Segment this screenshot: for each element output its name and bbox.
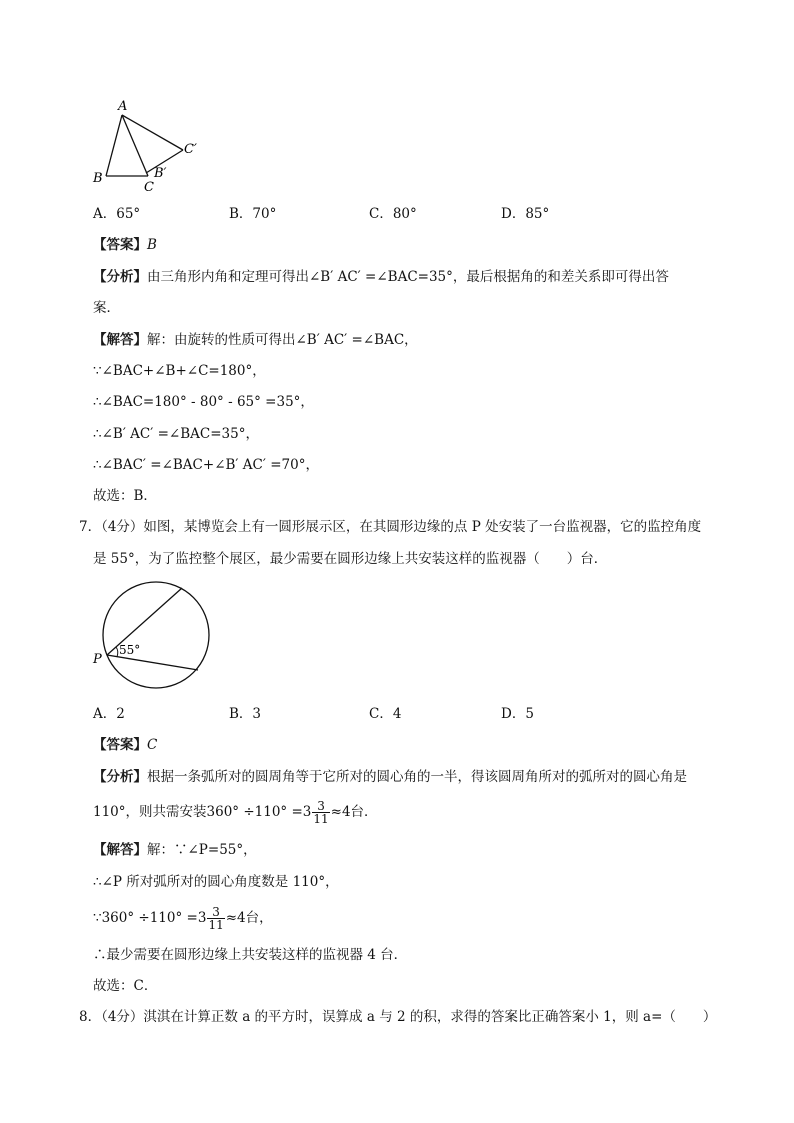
q7-analysis-line-2: [93, 800, 378, 825]
fraction-numerator: 3: [207, 906, 224, 919]
q7-answer-line: [93, 736, 157, 754]
label-b-prime: B′: [154, 166, 167, 181]
fraction-3-11-second: [207, 906, 224, 931]
circle-figure: [88, 578, 218, 693]
because-symbol: ∵: [93, 910, 102, 926]
q7-calc: 360° ÷110° =3: [206, 804, 312, 820]
solution-tag: 【解答】: [93, 332, 147, 348]
q6-solution-line-2: ∵∠BAC+∠B+∠C=180°，: [93, 363, 266, 379]
label-c: C: [144, 180, 154, 195]
q6-solution-line-3: ∴∠BAC=180° - 80° - 65° =35°，: [93, 394, 314, 410]
q7-analysis-line-1: [93, 768, 687, 786]
segment-ab: [106, 115, 122, 176]
q7-calc-2: 360° ÷110° =3: [101, 910, 207, 926]
q7-option-d[interactable]: D．5: [501, 706, 534, 722]
q7-solution-line-5: 故选：C．: [93, 978, 158, 994]
segment-ac: [122, 115, 148, 176]
fraction-denominator: 11: [208, 918, 224, 932]
q7-solution-line-4: ∴最少需要在圆形边缘上共安装这样的监视器 4 台．: [93, 947, 408, 963]
q7-option-b[interactable]: B．3: [229, 706, 262, 722]
answer-tag: 【答案】: [93, 237, 147, 253]
q7-calc-result: ≈4台．: [330, 804, 378, 820]
q6-analysis-line-1: [93, 268, 669, 286]
analysis-tag: 【分析】: [93, 769, 147, 785]
q6-option-a[interactable]: A．65°: [93, 206, 141, 222]
triangle-figure: [88, 95, 218, 195]
label-p: P: [93, 652, 102, 667]
fraction-numerator: 3: [312, 800, 329, 813]
label-a: A: [118, 99, 128, 114]
q6-analysis-text-1: 由三角形内角和定理可得出∠B′ AC′ =∠BAC=35°，最后根据角的和差关系即可得出答: [147, 269, 669, 285]
q6-solution-line-1: [93, 331, 418, 349]
solution-tag: 【解答】: [93, 842, 147, 858]
angle-arc: [116, 647, 118, 657]
q6-solution-text-1: 解：由旋转的性质可得出∠B′ AC′ =∠BAC，: [147, 332, 418, 348]
q7-analysis-text-1: 根据一条弧所对的圆周角等于它所对的圆心角的一半，得该圆周角所对的弧所对的圆心角是: [147, 769, 687, 785]
answer-tag: 【答案】: [93, 737, 147, 753]
q7-option-c[interactable]: C．4: [369, 706, 402, 722]
segment-ac-prime: [122, 115, 183, 150]
q7-solution-line-1: [93, 841, 257, 859]
q6-analysis-line-2: 案．: [93, 300, 120, 316]
q7-stem-line-2: 是 55°，为了监控整个展区，最少需要在圆形边缘上共安装这样的监视器（ ）台．: [93, 551, 608, 567]
q7-solution-text-1: 解：∵∠P=55°，: [147, 842, 257, 858]
angle-label: 55°: [119, 643, 141, 657]
q7-analysis-text-2: 110°，则共需安装: [93, 804, 207, 820]
q6-option-c[interactable]: C．80°: [369, 206, 417, 222]
chord-lower: [107, 655, 198, 670]
q8-stem: 8．（4分）淇淇在计算正数 a 的平方时，误算成 a 与 2 的积，求得的答案比正确答案小 1，则 a=（ ）: [79, 1009, 717, 1025]
fraction-denominator: 11: [313, 812, 329, 826]
q7-solution-line-3: [93, 906, 273, 931]
label-c-prime: C′: [184, 142, 197, 157]
q6-answer: B: [147, 237, 157, 253]
analysis-tag: 【分析】: [93, 269, 147, 285]
fraction-3-11: [312, 800, 329, 825]
q6-solution-line-4: ∴∠B′ AC′ =∠BAC=35°，: [93, 426, 259, 442]
q6-answer-line: [93, 236, 157, 254]
q7-stem-line-1: 7．（4分）如图，某博览会上有一圆形展示区，在其圆形边缘的点 P 处安装了一台监视器，它的监控角度: [79, 519, 702, 535]
q7-calc-result-2: ≈4台，: [225, 910, 273, 926]
q6-solution-line-5: ∴∠BAC′ =∠BAC+∠B′ AC′ =70°，: [93, 457, 319, 473]
q6-option-b[interactable]: B．70°: [229, 206, 277, 222]
q6-solution-line-6: 故选：B．: [93, 488, 157, 504]
q6-option-d[interactable]: D．85°: [501, 206, 550, 222]
label-b: B: [93, 171, 103, 186]
q7-option-a[interactable]: A．2: [93, 706, 125, 722]
q7-solution-line-2: ∴∠P 所对弧所对的圆心角度数是 110°，: [93, 874, 339, 890]
q7-answer: C: [147, 737, 158, 753]
exhibition-circle: [103, 582, 209, 688]
